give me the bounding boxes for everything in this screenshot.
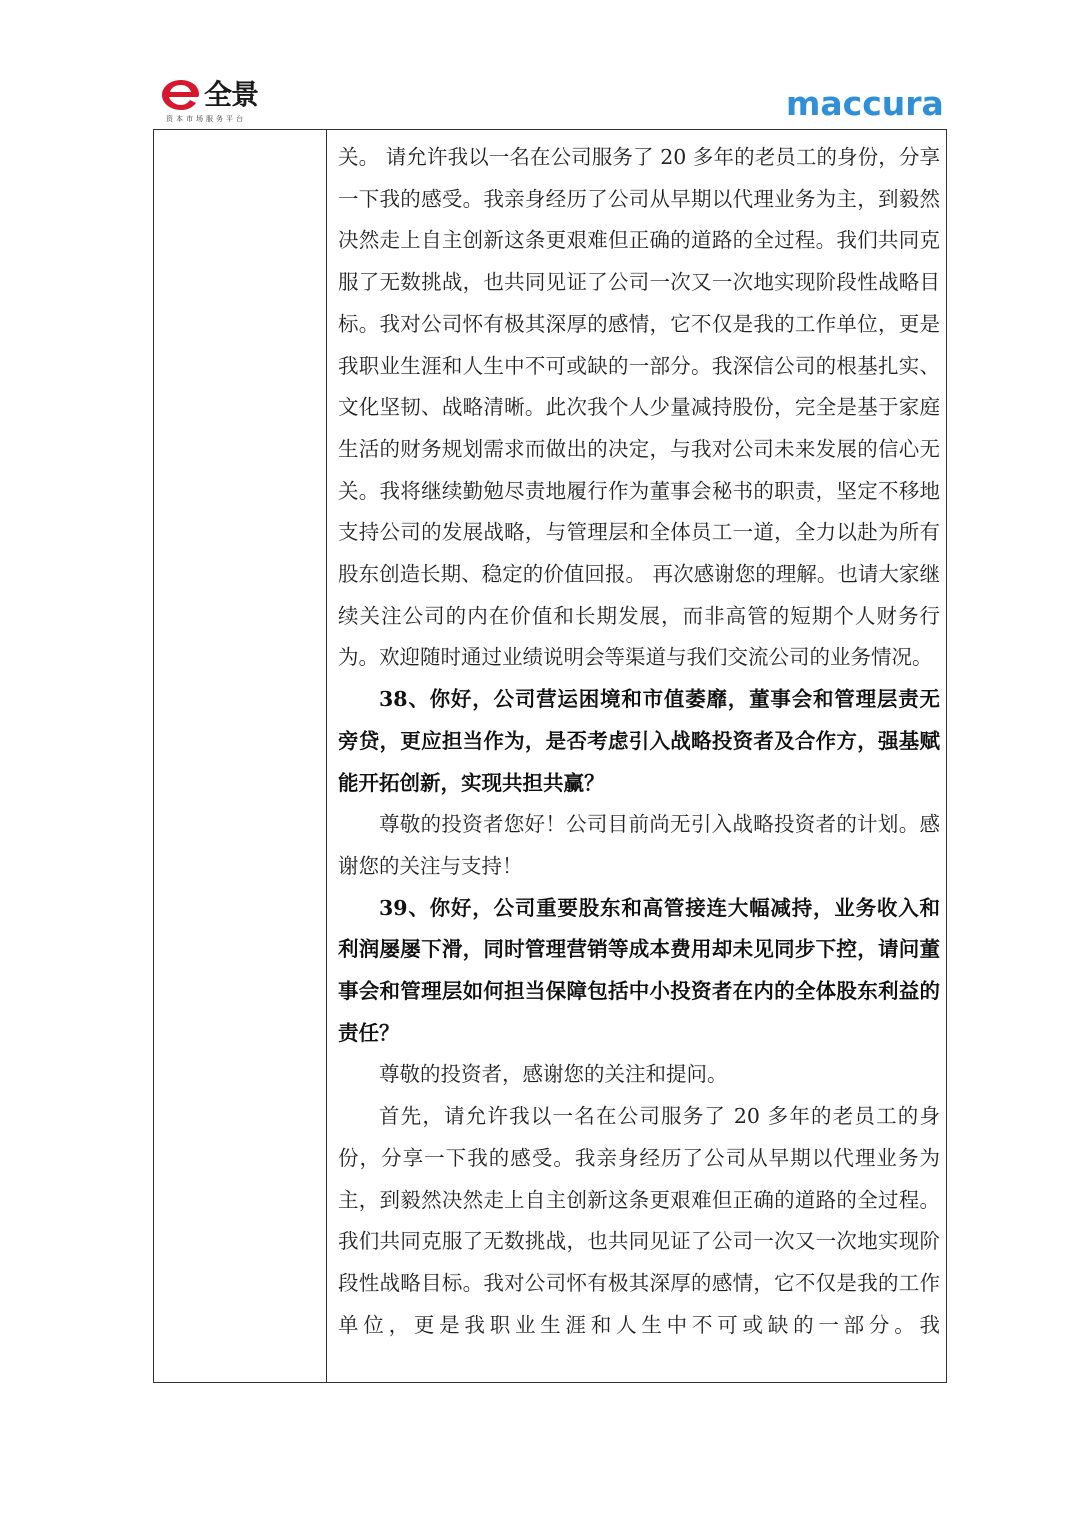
maccura-logo [786, 84, 952, 124]
table-right-cell [338, 137, 940, 1346]
quanjing-logo [160, 76, 270, 126]
question-39: 39、你好，公司重要股东和高管接连大幅减持，业务收入和利润屡屡下滑，同时管理营销等成本费用却未见同步下控，请问董事会和管理层如何担当保障包括中小投资者在内的全体股东利益的责任？ [338, 895, 940, 1045]
e-logo-icon [160, 78, 202, 112]
question-38: 38、你好，公司营运困境和市值萎靡，董事会和管理层责无旁贷，更应担当作为，是否考虑引入战略投资者及合作方，强基赋能开拓创新，实现共担共赢？ [338, 687, 940, 795]
qa-table [153, 129, 947, 1383]
maccura-brand: maccura [786, 84, 944, 123]
answer-39-greeting: 尊敬的投资者，感谢您的关注和提问。 [379, 1062, 728, 1087]
logo-name: 全景 [204, 78, 259, 111]
table-left-cell [154, 130, 327, 1382]
answer-continuation: 关。 请允许我以一名在公司服务了 20 多年的老员工的身份，分享一下我的感受。我亲身经历了公司从早期以代理业务为主，到毅然决然走上自主创新这条更艰难但正确的道路的全过程。我们共同克服了无数挑战，也共同见证了公司一次又一次地实现阶段性战略目标。我对公司怀有极其深厚的感情，它不仅是我的工作单位，更是我职业生涯和人生中不可或缺的一部分。我深信公司的根基扎实、文化坚韧、战略清晰。此次我个人少量减持股份，完全是基于家庭生活的财务规划需求而做出的决定，与我对公司未来发展的信心无关。我将继续勤勉尽责地履行作为董事会秘书的职责，坚定不移地支持公司的发展战略，与管理层和全体员工一道，全力以赴为所有股东创造长期、稳定的价值回报。 再次感谢您的理解。也请大家继续关注公司的内在价值和长期发展，而非高管的短期个人财务行为。欢迎随时通过业绩说明会等渠道与我们交流公司的业务情况。 [338, 145, 940, 670]
answer-39-body: 首先，请允许我以一名在公司服务了 20 多年的老员工的身份，分享一下我的感受。我亲身经历了公司从早期以代理业务为主，到毅然决然走上自主创新这条更艰难但正确的道路的全过程。我们共同克服了无数挑战，也共同见证了公司一次又一次地实现阶段性战略目标。我对公司怀有极其深厚的感情，它不仅是我的工作单位，更是我职业生涯和人生中不可或缺的一部分。我 [338, 1104, 940, 1337]
answer-38: 尊敬的投资者您好！公司目前尚无引入战略投资者的计划。感谢您的关注与支持！ [338, 812, 940, 878]
logo-tagline: 资本市场服务平台 [166, 115, 246, 123]
